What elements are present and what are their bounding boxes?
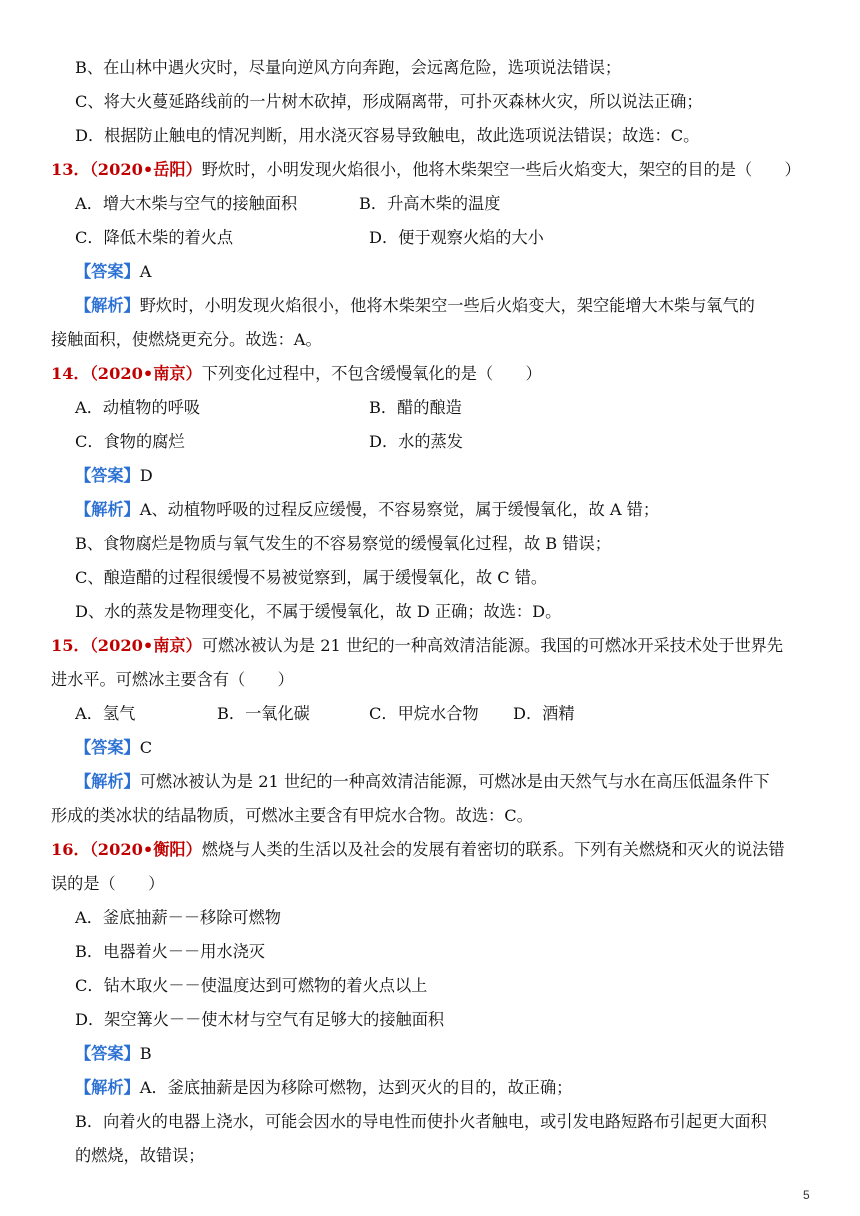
question-source: （2020•南京） [89,636,202,655]
explanation-text: 可燃冰被认为是 21 世纪的一种高效清洁能源，可燃冰是由天然气与水在高压低温条件下 [139,772,770,791]
option-c: C．甲烷水合物 [369,704,479,723]
question-13-options-row1 [75,193,500,215]
question-15-answer [75,737,152,759]
option-d: D．水的蒸发 [369,432,463,451]
question-14-stem [51,363,542,385]
question-14-explanation [75,499,659,521]
question-source: （2020•衡阳） [89,840,202,859]
question-15-stem [51,635,783,657]
question-16-answer [75,1043,152,1065]
question-16-option-b: B．电器着火－－用水浇灭 [75,942,265,961]
option-b: B．醋的酿造 [369,398,462,417]
question-16-explanation-b: B．向着火的电器上浇水，可能会因水的导电性而使扑火者触电，或引发电路短路布引起更大面积 [75,1112,767,1131]
option-c: C．食物的腐烂 [75,432,185,451]
question-15-explanation-cont: 形成的类冰状的结晶物质，可燃冰主要含有甲烷水合物。故选：C。 [51,806,533,825]
explanation-text: A、动植物呼吸的过程反应缓慢，不容易察觉，属于缓慢氧化，故 A 错； [139,500,660,519]
question-14-options-row2 [75,431,463,453]
answer-value: A [139,262,152,281]
question-16-option-d: D．架空篝火－－使木材与空气有足够大的接触面积 [75,1010,445,1029]
question-16-option-a: A．釜底抽薪－－移除可燃物 [75,908,281,927]
prev-explanation-d: D．根据防止触电的情况判断，用水浇灭容易导致触电，故此选项说法错误；故选：C。 [75,126,700,145]
question-14-options-row1 [75,397,462,419]
answer-value: B [139,1044,152,1063]
question-number: 13． [51,160,90,179]
question-number: 14． [51,364,90,383]
option-a: A．增大木柴与空气的接触面积 [75,194,298,213]
question-16-option-c: C．钻木取火－－使温度达到可燃物的着火点以上 [75,976,428,995]
question-13-explanation-cont: 接触面积，使燃烧更充分。故选：A。 [51,330,322,349]
option-d: D．便于观察火焰的大小 [369,228,544,247]
question-source: （2020•岳阳） [89,160,202,179]
question-text: 下列变化过程中，不包含缓慢氧化的是（ ） [201,364,542,383]
prev-explanation-b: B、在山林中遇火灾时，尽量向逆风方向奔跑，会远离危险，选项说法错误； [75,58,622,77]
answer-tag: 【答案】 [75,466,140,485]
question-13-stem [51,159,801,181]
question-13-explanation [75,295,755,317]
question-source: （2020•南京） [89,364,202,383]
question-15-explanation [75,771,770,793]
question-13-answer [75,261,151,283]
question-number: 16． [51,840,90,859]
answer-tag: 【答案】 [75,1044,140,1063]
question-13-options-row2 [75,227,544,249]
page-number: 5 [803,1188,810,1202]
explanation-text: A．釜底抽薪是因为移除可燃物，达到灭火的目的，故正确； [139,1078,573,1097]
explanation-tag: 【解析】 [75,296,140,315]
question-text: 野炊时，小明发现火焰很小，他将木柴架空一些后火焰变大，架空的目的是（ ） [201,160,801,179]
question-15-options [75,703,575,725]
explanation-tag: 【解析】 [75,772,140,791]
question-14-explanation-d: D、水的蒸发是物理变化，不属于缓慢氧化，故 D 正确；故选：D。 [75,602,562,621]
answer-value: C [139,738,153,757]
explanation-tag: 【解析】 [75,1078,140,1097]
explanation-text: 野炊时，小明发现火焰很小，他将木柴架空一些后火焰变大，架空能增大木柴与氧气的 [139,296,755,315]
question-14-explanation-b: B、食物腐烂是物质与氧气发生的不容易察觉的缓慢氧化过程，故 B 错误； [75,534,611,553]
question-16-explanation [75,1077,572,1099]
explanation-tag: 【解析】 [75,500,140,519]
option-a: A．氢气 [75,704,136,723]
question-text: 可燃冰被认为是 21 世纪的一种高效清洁能源。我国的可燃冰开采技术处于世界先 [201,636,784,655]
question-14-answer [75,465,153,487]
option-d: D．酒精 [513,704,575,723]
prev-explanation-c: C、将大火蔓延路线前的一片树木砍掉，形成隔离带，可扑灭森林火灾，所以说法正确； [75,92,703,111]
question-14-explanation-c: C、酿造醋的过程很缓慢不易被觉察到，属于缓慢氧化，故 C 错。 [75,568,548,587]
answer-value: D [139,466,153,485]
option-b: B．升高木柴的温度 [359,194,501,213]
option-c: C．降低木柴的着火点 [75,228,234,247]
question-number: 15． [51,636,90,655]
question-16-stem-cont: 误的是（ ） [51,874,165,893]
option-a: A．动植物的呼吸 [75,398,201,417]
question-16-stem [51,839,785,861]
question-text: 燃烧与人类的生活以及社会的发展有着密切的联系。下列有关燃烧和灭火的说法错 [201,840,785,859]
question-16-explanation-b-cont: 的燃烧，故错误； [75,1146,205,1165]
question-15-stem-cont: 进水平。可燃冰主要含有（ ） [51,670,294,689]
answer-tag: 【答案】 [75,262,140,281]
answer-tag: 【答案】 [75,738,140,757]
option-b: B．一氧化碳 [217,704,310,723]
